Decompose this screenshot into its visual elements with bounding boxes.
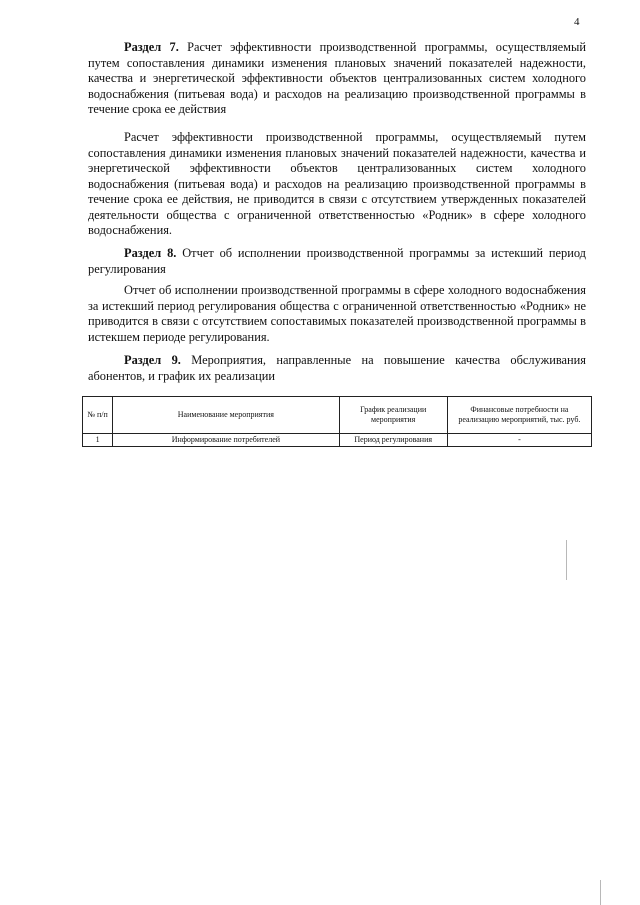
cell-schedule: Период регулирования <box>339 434 447 447</box>
section-7-text: Расчет эффективности производственной программы, осуществляемый путем сопоставления динамики изменения плановых значений показателей надежности, качества и энергетической эффективности объектов централизованных систем холодного водоснабжения (питьевая вода) и расходов на реализацию производственной программы в течение срока ее действия, не приводится в связи с отсутствием утвержденных показателей деятельности общества с ограниченной ответственностью «Родник» в сфере холодного водоснабжения. <box>88 130 586 237</box>
cell-num: 1 <box>83 434 113 447</box>
header-num: № п/п <box>83 397 113 434</box>
scan-artifact-line <box>600 880 601 905</box>
measures-table <box>82 396 592 447</box>
section-8-title: Отчет об исполнении производственной программы за истекший период регулирования <box>88 246 586 276</box>
table-header-row <box>83 397 592 434</box>
header-name: Наименование мероприятия <box>113 397 339 434</box>
section-8-heading <box>88 246 586 277</box>
section-8-label: Раздел 8. <box>124 246 177 260</box>
cell-finance: - <box>447 434 591 447</box>
table-row <box>83 434 592 447</box>
section-7-label: Раздел 7. <box>124 40 179 54</box>
header-finance: Финансовые потребности на реализацию мероприятий, тыс. руб. <box>447 397 591 434</box>
scan-artifact-line <box>566 540 567 580</box>
section-9-heading <box>88 353 586 384</box>
section-7-body <box>88 130 586 239</box>
header-schedule: График реализации мероприятия <box>339 397 447 434</box>
section-8-body <box>88 283 586 345</box>
section-7-title: Расчет эффективности производственной программы, осуществляемый путем сопоставления динамики изменения плановых значений показателей надежности, качества и энергетической эффективности объектов централизованных систем холодного водоснабжения (питьевая вода) и расходов на реализацию производственной программы в течение срока ее действия <box>88 40 586 116</box>
section-7-heading <box>88 40 586 118</box>
page-number: 4 <box>574 16 580 28</box>
section-9-label: Раздел 9. <box>124 353 181 367</box>
cell-name: Информирование потребителей <box>113 434 339 447</box>
section-8-text: Отчет об исполнении производственной программы в сфере холодного водоснабжения за истекший период регулирования общества с ограниченной ответственностью «Родник» не приводится в связи с отсутствием сопоставимых показателей производственной программы в истекшем периоде регулирования. <box>88 283 586 344</box>
section-9-title: Мероприятия, направленные на повышение качества обслуживания абонентов, и график их реализации <box>88 353 586 383</box>
